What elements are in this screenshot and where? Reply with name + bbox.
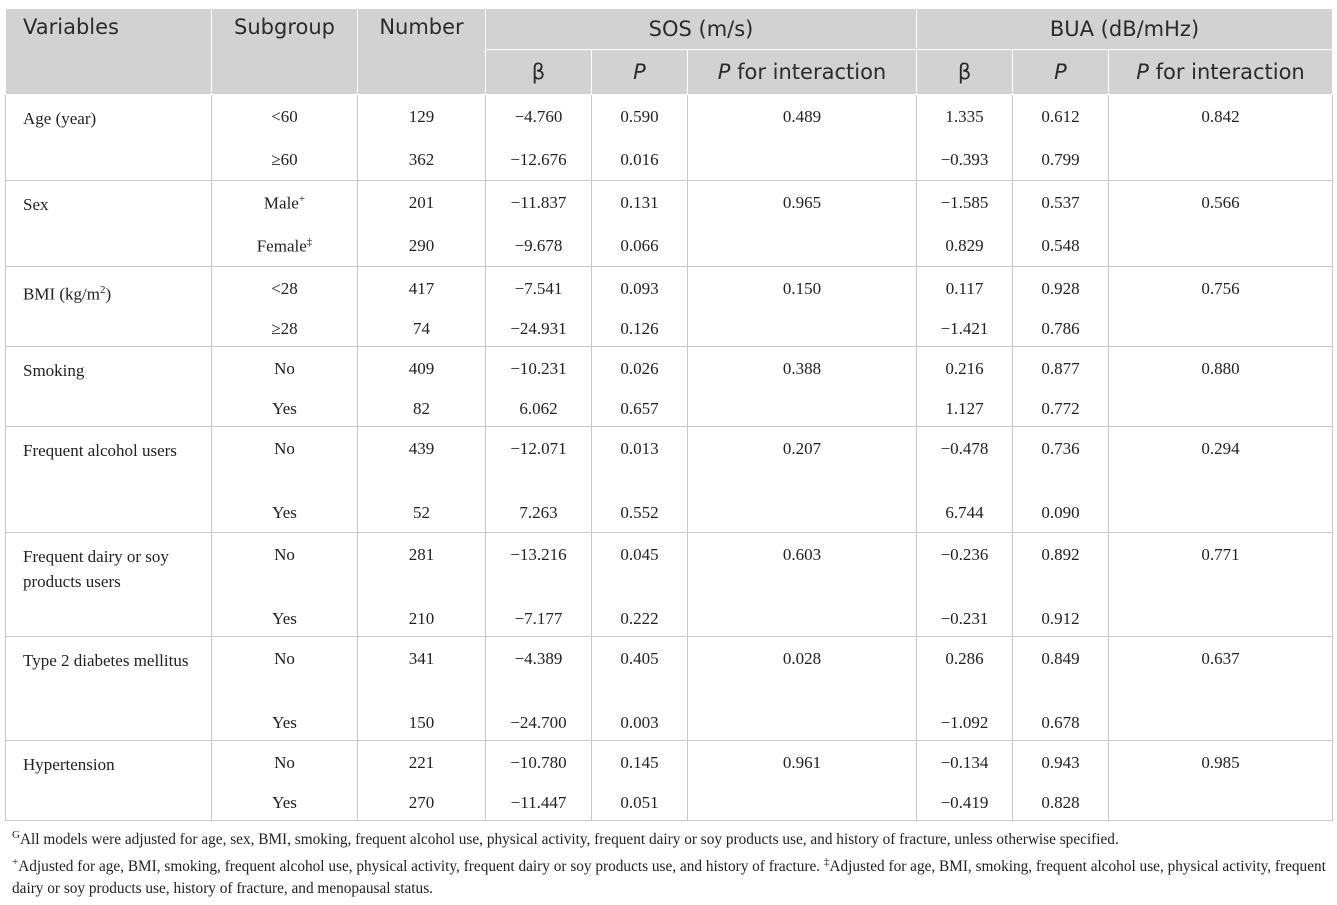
cell-sos-p: 0.013 [592, 427, 688, 491]
variable-label: Smoking [23, 361, 85, 381]
cell-subgroup [212, 637, 358, 701]
cell-variable [6, 181, 212, 224]
cell-bua-p: 0.828 [1013, 781, 1109, 821]
variable-label: Hypertension [23, 755, 115, 775]
cell-subgroup [212, 387, 358, 427]
cell-bua-pint [1109, 781, 1333, 821]
cell-sos-pint: 0.489 [688, 95, 917, 138]
cell-bua-pint: 0.985 [1109, 741, 1333, 781]
subgroup-label: No [274, 545, 295, 565]
table-row [6, 138, 1333, 181]
table-row [6, 701, 1333, 741]
cell-sos-beta: −12.071 [486, 427, 592, 491]
cell-sos-pint: 0.388 [688, 347, 917, 387]
cell-sos-pint [688, 491, 917, 533]
cell-number: 270 [358, 781, 486, 821]
cell-bua-pint: 0.756 [1109, 267, 1333, 307]
cell-variable [6, 491, 212, 533]
header-bua-p-label: P [1054, 60, 1067, 84]
header-bua-pint-text: for interaction [1148, 60, 1305, 84]
cell-bua-pint: 0.294 [1109, 427, 1333, 491]
table-row [6, 307, 1333, 347]
cell-sos-beta: 7.263 [486, 491, 592, 533]
cell-sos-p: 0.657 [592, 387, 688, 427]
subgroup-label: Male [263, 193, 299, 213]
cell-bua-pint: 0.566 [1109, 181, 1333, 224]
variable-label: Age (year) [23, 109, 97, 128]
header-sos-p-label: P [633, 60, 646, 84]
cell-subgroup [212, 741, 358, 781]
table-footnotes [12, 824, 1330, 900]
cell-bua-beta: 6.744 [917, 491, 1013, 533]
header-number: Number [358, 9, 486, 95]
cell-variable [6, 224, 212, 267]
cell-subgroup [212, 138, 358, 181]
cell-sos-beta: −9.678 [486, 224, 592, 267]
cell-bua-beta: 0.286 [917, 637, 1013, 701]
subgroup-footnote-mark: ‡ [306, 235, 313, 248]
cell-subgroup [212, 307, 358, 347]
header-sos-p [592, 50, 688, 95]
cell-number: 221 [358, 741, 486, 781]
subgroup-label: No [274, 439, 295, 459]
variable-label: BMI (kg/m [23, 284, 100, 304]
cell-bua-pint: 0.842 [1109, 95, 1333, 138]
cell-sos-p: 0.552 [592, 491, 688, 533]
subgroup-label: ≥28 [271, 318, 298, 338]
header-bua: BUA (dB/mHz) [917, 9, 1333, 50]
subgroup-label: Yes [272, 792, 297, 812]
cell-subgroup [212, 427, 358, 491]
cell-sos-pint: 0.150 [688, 267, 917, 307]
subgroup-footnote-mark: + [298, 193, 306, 205]
header-variables: Variables [6, 9, 212, 95]
cell-number: 74 [358, 307, 486, 347]
subgroup-analysis-table [5, 8, 1333, 821]
cell-sos-beta: −24.931 [486, 307, 592, 347]
cell-sos-pint [688, 387, 917, 427]
cell-bua-pint [1109, 224, 1333, 267]
cell-bua-beta: −0.236 [917, 533, 1013, 597]
cell-variable [6, 781, 212, 821]
cell-bua-p: 0.772 [1013, 387, 1109, 427]
variable-superscript: 2 [99, 284, 106, 296]
cell-sos-p: 0.003 [592, 701, 688, 741]
header-sos-beta: β [486, 50, 592, 95]
cell-sos-p: 0.590 [592, 95, 688, 138]
cell-sos-pint [688, 781, 917, 821]
cell-bua-p: 0.799 [1013, 138, 1109, 181]
cell-variable [6, 741, 212, 781]
cell-sos-pint: 0.603 [688, 533, 917, 597]
table-row [6, 597, 1333, 637]
cell-subgroup [212, 701, 358, 741]
cell-bua-beta: 1.335 [917, 95, 1013, 138]
cell-bua-beta: −1.092 [917, 701, 1013, 741]
cell-bua-p: 0.537 [1013, 181, 1109, 224]
table-container [5, 8, 1332, 821]
cell-sos-pint: 0.961 [688, 741, 917, 781]
footnote-1-text: All models were adjusted for age, sex, BMI, smoking, frequent alcohol use, physical activity, frequent dairy or soy products use, and history of fracture, unless otherwise specified. [19, 831, 1119, 849]
footnote-3-mark: ‡ [823, 856, 830, 869]
cell-sos-pint: 0.207 [688, 427, 917, 491]
cell-bua-beta: −0.393 [917, 138, 1013, 181]
cell-sos-beta: −10.780 [486, 741, 592, 781]
cell-variable [6, 307, 212, 347]
subgroup-label: Yes [272, 502, 297, 522]
cell-subgroup [212, 533, 358, 597]
cell-bua-p: 0.090 [1013, 491, 1109, 533]
cell-sos-pint [688, 597, 917, 637]
cell-subgroup [212, 781, 358, 821]
footnote-1 [12, 824, 1330, 851]
cell-bua-p: 0.678 [1013, 701, 1109, 741]
cell-number: 201 [358, 181, 486, 224]
cell-sos-pint [688, 701, 917, 741]
cell-number: 290 [358, 224, 486, 267]
cell-variable [6, 597, 212, 637]
cell-bua-beta: 0.216 [917, 347, 1013, 387]
cell-bua-beta: −0.134 [917, 741, 1013, 781]
table-row [6, 224, 1333, 267]
header-subgroup: Subgroup [212, 9, 358, 95]
cell-sos-pint: 0.965 [688, 181, 917, 224]
subgroup-label: No [274, 359, 295, 379]
header-sos-p-interaction [688, 50, 917, 95]
cell-number: 362 [358, 138, 486, 181]
cell-number: 281 [358, 533, 486, 597]
header-bua-p-interaction [1109, 50, 1333, 95]
cell-sos-pint: 0.028 [688, 637, 917, 701]
footnote-1-mark: G [12, 829, 20, 841]
cell-bua-beta: −0.231 [917, 597, 1013, 637]
header-sos: SOS (m/s) [486, 9, 917, 50]
cell-variable [6, 138, 212, 181]
cell-variable [6, 267, 212, 307]
table-row [6, 95, 1333, 138]
cell-number: 129 [358, 95, 486, 138]
cell-variable [6, 95, 212, 138]
cell-bua-p: 0.892 [1013, 533, 1109, 597]
footnote-3-text: Adjusted for age, BMI, smoking, frequent alcohol use, physical activity, frequent dairy or soy products use, history of fracture, and menopausal status. [12, 858, 1326, 898]
cell-number: 210 [358, 597, 486, 637]
table-row [6, 347, 1333, 387]
cell-bua-pint: 0.771 [1109, 533, 1333, 597]
cell-variable [6, 701, 212, 741]
cell-bua-beta: −1.421 [917, 307, 1013, 347]
subgroup-label: Yes [272, 712, 297, 732]
cell-sos-beta: −4.760 [486, 95, 592, 138]
cell-sos-p: 0.126 [592, 307, 688, 347]
cell-bua-pint [1109, 597, 1333, 637]
cell-sos-beta: −12.676 [486, 138, 592, 181]
cell-variable [6, 387, 212, 427]
subgroup-label: No [274, 649, 295, 669]
cell-bua-p: 0.912 [1013, 597, 1109, 637]
variable-label: Sex [23, 195, 49, 214]
cell-sos-beta: −11.837 [486, 181, 592, 224]
cell-bua-p: 0.786 [1013, 307, 1109, 347]
cell-subgroup [212, 267, 358, 307]
subgroup-label: No [274, 753, 295, 773]
cell-sos-p: 0.066 [592, 224, 688, 267]
cell-variable [6, 637, 212, 701]
cell-sos-p: 0.026 [592, 347, 688, 387]
cell-subgroup [212, 491, 358, 533]
header-bua-p [1013, 50, 1109, 95]
cell-number: 417 [358, 267, 486, 307]
variable-label: Frequent dairy or soy products users [23, 547, 169, 592]
subgroup-label: ≥60 [271, 149, 298, 169]
cell-bua-beta: −0.478 [917, 427, 1013, 491]
subgroup-label: Yes [272, 398, 297, 418]
cell-sos-beta: −13.216 [486, 533, 592, 597]
footnote-2-text: Adjusted for age, BMI, smoking, frequent alcohol use, physical activity, frequent dairy or soy products use, and history of fracture. [18, 858, 821, 876]
cell-sos-beta: −7.177 [486, 597, 592, 637]
table-row [6, 491, 1333, 533]
table-row [6, 637, 1333, 701]
cell-variable [6, 427, 212, 491]
cell-bua-pint [1109, 701, 1333, 741]
cell-subgroup [212, 224, 358, 267]
cell-bua-p: 0.877 [1013, 347, 1109, 387]
footnote-2-3 [12, 851, 1330, 900]
cell-sos-beta: −7.541 [486, 267, 592, 307]
footnote-2-mark: + [12, 856, 19, 869]
subgroup-label: Female [256, 236, 307, 256]
cell-bua-p: 0.943 [1013, 741, 1109, 781]
cell-sos-beta: −10.231 [486, 347, 592, 387]
cell-bua-p: 0.612 [1013, 95, 1109, 138]
cell-variable [6, 347, 212, 387]
variable-label: Type 2 diabetes mellitus [23, 651, 189, 671]
subgroup-label: <28 [271, 279, 298, 298]
cell-number: 409 [358, 347, 486, 387]
cell-sos-pint [688, 138, 917, 181]
table-body [6, 95, 1333, 821]
cell-bua-beta: 0.117 [917, 267, 1013, 307]
table-row [6, 533, 1333, 597]
table-row [6, 181, 1333, 224]
cell-bua-beta: −0.419 [917, 781, 1013, 821]
cell-sos-p: 0.051 [592, 781, 688, 821]
cell-sos-pint [688, 307, 917, 347]
subgroup-label: <60 [271, 107, 298, 126]
cell-bua-pint [1109, 491, 1333, 533]
cell-number: 150 [358, 701, 486, 741]
cell-bua-p: 0.928 [1013, 267, 1109, 307]
cell-sos-p: 0.016 [592, 138, 688, 181]
cell-subgroup [212, 347, 358, 387]
cell-sos-p: 0.222 [592, 597, 688, 637]
cell-sos-p: 0.093 [592, 267, 688, 307]
table-header [6, 9, 1333, 95]
cell-sos-beta: −4.389 [486, 637, 592, 701]
cell-sos-p: 0.405 [592, 637, 688, 701]
cell-bua-beta: 0.829 [917, 224, 1013, 267]
cell-number: 82 [358, 387, 486, 427]
cell-sos-beta: −24.700 [486, 701, 592, 741]
cell-bua-pint [1109, 138, 1333, 181]
header-bua-pint-p: P [1136, 60, 1149, 84]
table-row [6, 387, 1333, 427]
cell-bua-pint [1109, 307, 1333, 347]
cell-sos-p: 0.045 [592, 533, 688, 597]
cell-number: 52 [358, 491, 486, 533]
cell-number: 439 [358, 427, 486, 491]
cell-sos-p: 0.145 [592, 741, 688, 781]
cell-bua-beta: −1.585 [917, 181, 1013, 224]
cell-bua-beta: 1.127 [917, 387, 1013, 427]
subgroup-label: Yes [272, 608, 297, 628]
cell-subgroup [212, 597, 358, 637]
cell-sos-pint [688, 224, 917, 267]
cell-sos-beta: −11.447 [486, 781, 592, 821]
variable-label: Frequent alcohol users [23, 441, 177, 461]
cell-bua-pint: 0.637 [1109, 637, 1333, 701]
cell-bua-p: 0.736 [1013, 427, 1109, 491]
variable-label-end: ) [105, 284, 112, 304]
cell-variable [6, 533, 212, 597]
cell-bua-p: 0.849 [1013, 637, 1109, 701]
cell-subgroup [212, 95, 358, 138]
cell-bua-pint [1109, 387, 1333, 427]
cell-bua-pint: 0.880 [1109, 347, 1333, 387]
header-bua-beta: β [917, 50, 1013, 95]
cell-number: 341 [358, 637, 486, 701]
table-row [6, 427, 1333, 491]
table-row [6, 267, 1333, 307]
header-sos-pint-p: P [717, 60, 731, 84]
cell-sos-beta: 6.062 [486, 387, 592, 427]
cell-bua-p: 0.548 [1013, 224, 1109, 267]
header-sos-pint-text: for interaction [730, 60, 887, 84]
cell-sos-p: 0.131 [592, 181, 688, 224]
table-row [6, 781, 1333, 821]
table-row [6, 741, 1333, 781]
cell-subgroup [212, 181, 358, 224]
